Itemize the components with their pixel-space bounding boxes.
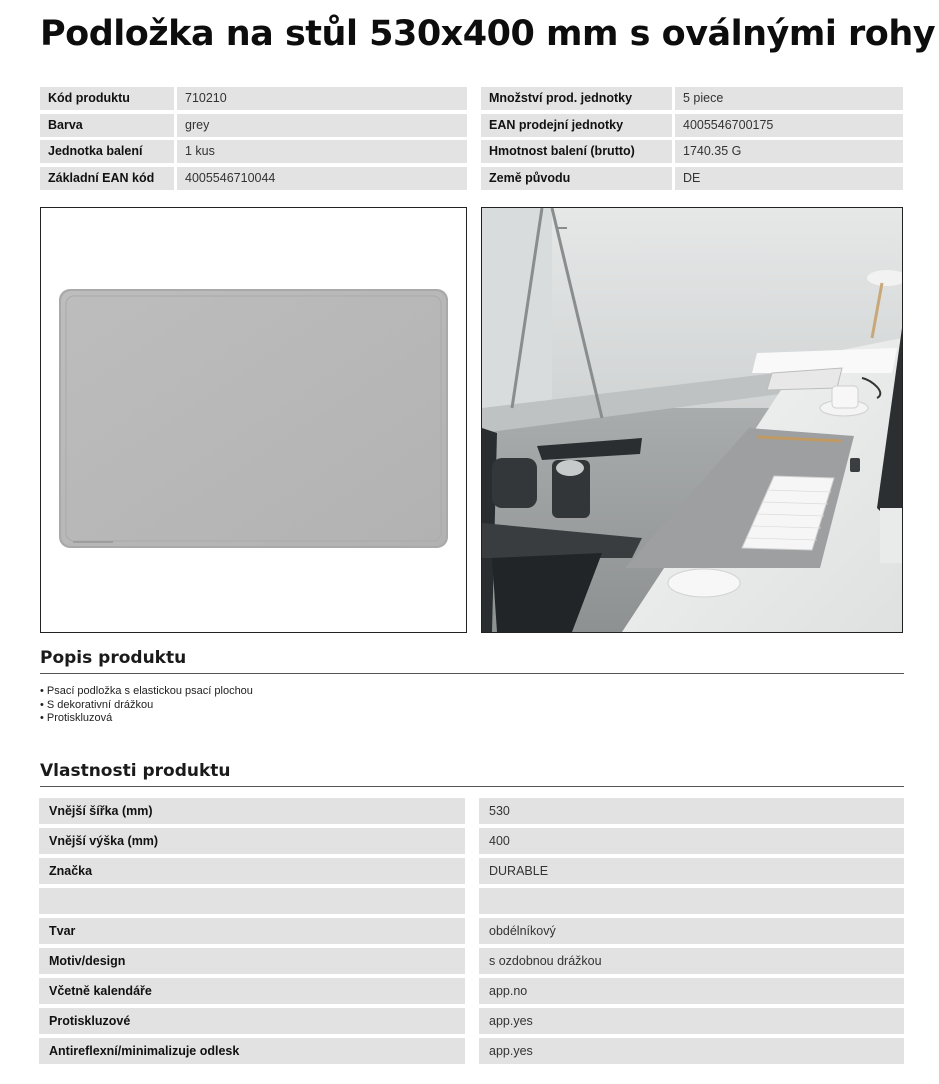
product-image [40, 207, 467, 633]
spec-label: Barva [40, 114, 174, 137]
table-row [39, 888, 904, 914]
property-label: Tvar [39, 918, 465, 944]
property-label: Protiskluzové [39, 1008, 465, 1034]
table-row [39, 798, 904, 824]
spec-table-right [481, 87, 903, 194]
list-item: • Psací podložka s elastickou psací plochou [40, 685, 253, 699]
property-label: Včetně kalendáře [39, 978, 465, 1004]
list-item: • Protiskluzová [40, 712, 253, 726]
table-row [39, 858, 904, 884]
spec-label: Kód produktu [40, 87, 174, 110]
office-desk-scene [482, 208, 902, 632]
lifestyle-photo [481, 207, 903, 633]
spec-value: 5 piece [675, 87, 903, 110]
property-value: 530 [479, 798, 904, 824]
table-row [39, 1008, 904, 1034]
spec-label: Základní EAN kód [40, 167, 174, 190]
spec-row [40, 167, 467, 190]
spec-label: Množství prod. jednotky [481, 87, 672, 110]
property-label [39, 888, 465, 914]
spec-value: 1 kus [177, 140, 467, 163]
spec-label: Hmotnost balení (brutto) [481, 140, 672, 163]
desk-pad-illustration [41, 208, 466, 632]
spec-row [481, 114, 903, 137]
spec-row [40, 114, 467, 137]
property-label: Motiv/design [39, 948, 465, 974]
table-row [39, 948, 904, 974]
spec-row [40, 140, 467, 163]
property-value: DURABLE [479, 858, 904, 884]
description-heading: Popis produktu [40, 648, 904, 674]
spec-value: 1740.35 G [675, 140, 903, 163]
table-row [39, 1038, 904, 1064]
property-value: app.no [479, 978, 904, 1004]
description-list [40, 685, 253, 726]
property-value: 400 [479, 828, 904, 854]
properties-table [39, 798, 904, 1068]
spec-label: Země původu [481, 167, 672, 190]
spec-row [40, 87, 467, 110]
spec-row [481, 87, 903, 110]
spec-row [481, 167, 903, 190]
property-value [479, 888, 904, 914]
table-row [39, 828, 904, 854]
property-value: obdélníkový [479, 918, 904, 944]
page-title: Podložka na stůl 530x400 mm s oválnými rohy [40, 14, 936, 54]
property-label: Značka [39, 858, 465, 884]
properties-heading: Vlastnosti produktu [40, 761, 904, 787]
list-item: • S dekorativní drážkou [40, 699, 253, 713]
spec-value: DE [675, 167, 903, 190]
property-value: s ozdobnou drážkou [479, 948, 904, 974]
spec-table-left [40, 87, 467, 194]
property-label: Antireflexní/minimalizuje odlesk [39, 1038, 465, 1064]
spec-value: 710210 [177, 87, 467, 110]
spec-label: Jednotka balení [40, 140, 174, 163]
property-value: app.yes [479, 1038, 904, 1064]
spec-label: EAN prodejní jednotky [481, 114, 672, 137]
spec-value: grey [177, 114, 467, 137]
spec-value: 4005546700175 [675, 114, 903, 137]
table-row [39, 978, 904, 1004]
property-value: app.yes [479, 1008, 904, 1034]
spec-row [481, 140, 903, 163]
table-row [39, 918, 904, 944]
property-label: Vnější výška (mm) [39, 828, 465, 854]
spec-value: 4005546710044 [177, 167, 467, 190]
property-label: Vnější šířka (mm) [39, 798, 465, 824]
